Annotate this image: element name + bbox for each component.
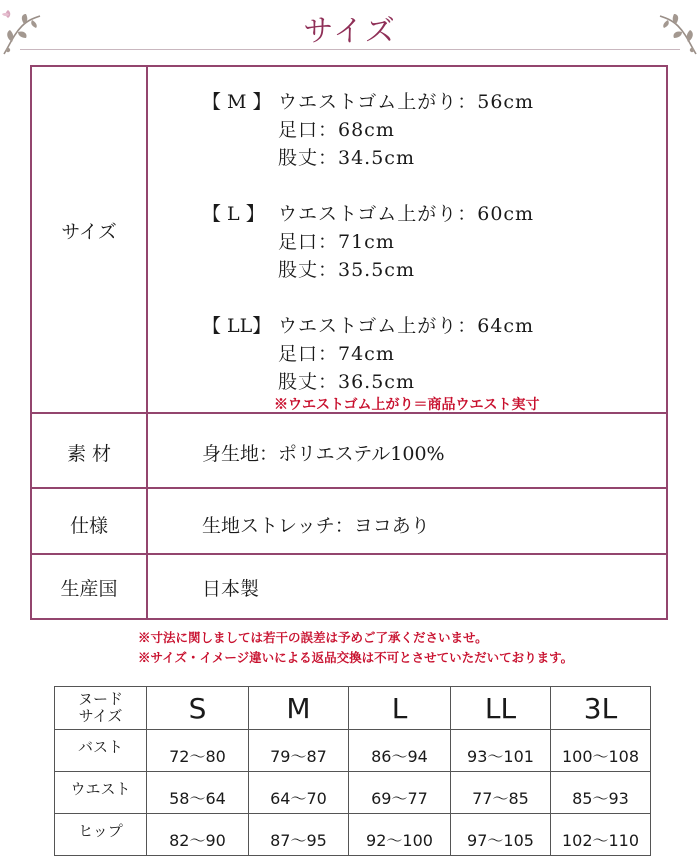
size-tag: 【 L 】	[202, 203, 265, 225]
table-cell: 58〜64	[147, 772, 249, 814]
spec-column-divider	[146, 67, 148, 618]
table-cell: 85〜93	[551, 772, 651, 814]
size-column-l: L	[349, 687, 451, 730]
size-note: ※ウエストゴム上がり＝商品ウエスト実寸	[274, 397, 540, 413]
table-cell: 100〜108	[551, 730, 651, 772]
size-chart-corner	[55, 687, 147, 730]
row-label-bust: バスト	[55, 730, 147, 772]
size-measure: ウエストゴム上がり：56cm	[278, 91, 535, 113]
table-row	[55, 730, 651, 772]
corner-line: ヌード	[77, 690, 123, 708]
row-label-waist: ウエスト	[55, 772, 147, 814]
spec-row-divider	[32, 553, 666, 555]
corner-line: サイズ	[78, 707, 123, 725]
size-measure: ウエストゴム上がり：64cm	[278, 315, 535, 337]
table-row	[55, 814, 651, 856]
spec-label-material: 素 材	[66, 443, 112, 465]
table-cell: 93〜101	[451, 730, 551, 772]
size-tag: 【 M 】	[202, 91, 272, 113]
page-header	[0, 0, 700, 60]
table-cell: 92〜100	[349, 814, 451, 856]
size-column-m: M	[249, 687, 349, 730]
note-returns: ※サイズ・イメージ違いによる返品交換は不可とさせていただいております。	[138, 650, 574, 665]
size-column-3l: 3L	[551, 687, 651, 730]
spec-row-divider	[32, 487, 666, 489]
size-measure: ウエストゴム上がり：60cm	[278, 203, 535, 225]
size-measure: 股丈：35.5cm	[278, 259, 415, 281]
size-measure: 足口：71cm	[278, 231, 395, 253]
size-column-ll: LL	[451, 687, 551, 730]
table-cell: 87〜95	[249, 814, 349, 856]
size-measure: 足口：68cm	[278, 119, 395, 141]
table-cell: 64〜70	[249, 772, 349, 814]
nude-size-chart	[54, 686, 651, 856]
spec-value-material: 身生地：ポリエステル100%	[202, 443, 445, 465]
size-measure: 股丈：34.5cm	[278, 147, 415, 169]
size-measure: 股丈：36.5cm	[278, 371, 415, 393]
table-cell: 82〜90	[147, 814, 249, 856]
size-chart-header-row	[55, 687, 651, 730]
table-row	[55, 772, 651, 814]
table-cell: 72〜80	[147, 730, 249, 772]
spec-label-origin: 生産国	[60, 578, 118, 600]
table-cell: 97〜105	[451, 814, 551, 856]
table-cell: 77〜85	[451, 772, 551, 814]
page-title: サイズ	[303, 14, 397, 49]
spec-table	[30, 65, 668, 620]
spec-value-origin: 日本製	[202, 578, 260, 600]
size-column-s: S	[147, 687, 249, 730]
table-cell: 102〜110	[551, 814, 651, 856]
spec-label-spec: 仕様	[69, 515, 108, 537]
note-measurement: ※寸法に関しましては若干の誤差は予めご了承くださいませ。	[138, 630, 488, 645]
table-cell: 79〜87	[249, 730, 349, 772]
table-cell: 86〜94	[349, 730, 451, 772]
size-measure: 足口：74cm	[278, 343, 395, 365]
size-tag: 【 LL】	[202, 315, 272, 337]
spec-label-size: サイズ	[61, 221, 117, 243]
row-label-hip: ヒップ	[55, 814, 147, 856]
table-cell: 69〜77	[349, 772, 451, 814]
spec-value-spec: 生地ストレッチ：ヨコあり	[202, 515, 430, 537]
